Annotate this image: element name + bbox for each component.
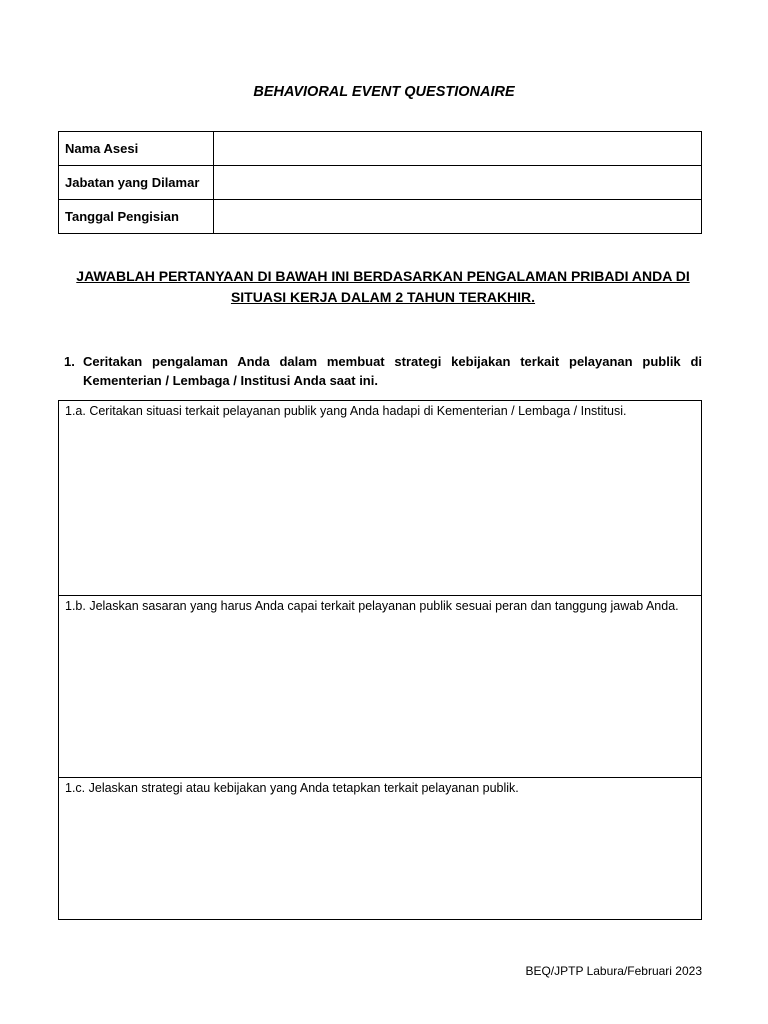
instruction-heading: JAWABLAH PERTANYAAN DI BAWAH INI BERDASARKAN PENGALAMAN PRIBADI ANDA DI SITUASI KERJA DALAM 2 TAHUN TERAKHIR. [76,268,690,305]
answer-box-1b[interactable] [58,595,702,778]
table-row [59,200,702,234]
question-text: Ceritakan pengalaman Anda dalam membuat strategi kebijakan terkait pelayanan publik di Kementerian / Lembaga / Institusi Anda saat ini. [83,354,702,388]
respondent-info-table [58,131,702,234]
question-number: 1. [64,354,75,369]
nama-asesi-label: Nama Asesi [59,132,214,166]
document-footer: BEQ/JPTP Labura/Februari 2023 [525,964,702,978]
question-1 [64,352,702,390]
page-title: BEHAVIORAL EVENT QUESTIONAIRE [253,84,515,100]
tanggal-field[interactable] [214,200,702,234]
tanggal-label: Tanggal Pengisian [59,200,214,234]
nama-asesi-field[interactable] [214,132,702,166]
table-row [59,132,702,166]
answer-box-1c[interactable] [58,777,702,920]
subquestion-1c-text: 1.c. Jelaskan strategi atau kebijakan yang Anda tetapkan terkait pelayanan publik. [65,781,519,795]
jabatan-field[interactable] [214,166,702,200]
answer-box-1a[interactable] [58,400,702,596]
jabatan-label: Jabatan yang Dilamar [59,166,214,200]
subquestion-1a-text: 1.a. Ceritakan situasi terkait pelayanan publik yang Anda hadapi di Kementerian / Lembaga / Institusi. [65,404,627,418]
subquestion-1b-text: 1.b. Jelaskan sasaran yang harus Anda capai terkait pelayanan publik sesuai peran dan tanggung jawab Anda. [65,599,679,613]
table-row [59,166,702,200]
